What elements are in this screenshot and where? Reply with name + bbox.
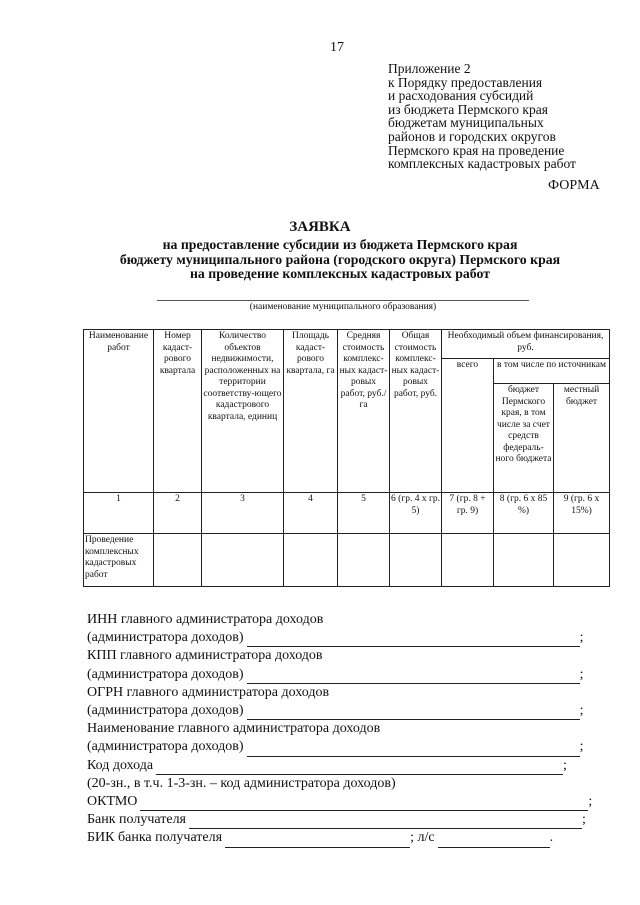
income-code-field[interactable] [156, 761, 563, 775]
header-local-budget: местный бюджет [554, 384, 610, 493]
semicolon: ; [579, 666, 584, 682]
column-number: 6 (гр. 4 х гр. 5) [390, 493, 442, 534]
oktmo-field[interactable] [140, 797, 588, 811]
table-cell[interactable] [154, 534, 202, 587]
subtitle-line: бюджету муниципального района (городского округа) Пермского края [119, 251, 561, 267]
column-number: 9 (гр. 6 х 15%) [554, 493, 610, 534]
header-funding: Необходимый объем финансирования, руб. [442, 330, 610, 359]
subtitle-line: на проведение комплексных кадастровых работ [189, 266, 491, 281]
header-object-count: Количество объектов недвижимости, расположенных на территории соответству-ющего кадастрового квартала, единиц [202, 330, 284, 493]
appendix-line: районов и городских округов [388, 128, 556, 144]
header-regional-budget: бюджет Пермского края, в том числе за счет средств федераль-ного бюджета [494, 384, 554, 493]
column-number: 3 [202, 493, 284, 534]
admin-label: (администратора доходов) [87, 666, 244, 682]
appendix-line: бюджетам муниципальных [388, 115, 544, 131]
bik-field[interactable] [225, 834, 410, 848]
admin-name-field[interactable] [247, 743, 580, 757]
document-subtitle [80, 238, 600, 282]
bank-label: Банк получателя [87, 812, 186, 828]
semicolon: ; [579, 739, 584, 755]
appendix-line: из бюджета Пермского края [388, 101, 548, 117]
appendix-line: к Порядку предоставления [388, 74, 543, 90]
income-code-note: (20-зн., в т.ч. 1-3-зн. – код администратора доходов) [87, 775, 396, 791]
account-label: ; л/с [410, 830, 435, 846]
column-number: 4 [284, 493, 338, 534]
requisites-block [87, 611, 592, 848]
table-cell[interactable] [202, 534, 284, 587]
admin-label: (администратора доходов) [87, 703, 244, 719]
admin-label: (администратора доходов) [87, 630, 244, 646]
appendix-line: комплексных кадастровых работ [388, 156, 576, 172]
table-cell[interactable] [442, 534, 494, 587]
appendix-block [388, 62, 576, 171]
column-number: 7 (гр. 8 + гр. 9) [442, 493, 494, 534]
column-number: 2 [154, 493, 202, 534]
header-quarter-number: Номер кадаст-рового квартала [154, 330, 202, 493]
bik-label: БИК банка получателя [87, 830, 223, 846]
municipality-caption: (наименование муниципального образования) [249, 302, 437, 312]
inn-label: ИНН главного администратора доходов [87, 612, 324, 627]
application-table [83, 329, 610, 587]
subtitle-line: на предоставление субсидии из бюджета Пермского края [162, 237, 518, 252]
semicolon: ; [579, 630, 584, 646]
inn-field[interactable] [247, 633, 580, 647]
bank-field[interactable] [189, 815, 582, 829]
column-number: 8 (гр. 6 х 85 %) [494, 493, 554, 534]
document-title: ЗАЯВКА [289, 219, 351, 235]
semicolon: ; [582, 812, 586, 828]
admin-label: (администратора доходов) [87, 739, 244, 755]
column-number: 1 [84, 493, 154, 534]
municipality-blank-line[interactable] [157, 300, 529, 301]
header-sources: в том числе по источникам [494, 359, 610, 384]
table-cell[interactable] [390, 534, 442, 587]
form-label: ФОРМА [548, 178, 600, 193]
table-cell[interactable] [284, 534, 338, 587]
semicolon: ; [563, 757, 567, 773]
semicolon: ; [588, 794, 593, 810]
header-total: всего [442, 359, 494, 493]
semicolon: ; [579, 703, 584, 719]
ogrn-label: ОГРН главного администратора доходов [87, 684, 330, 700]
appendix-line: Пермского края на проведение [388, 142, 565, 158]
appendix-line: Приложение 2 [388, 61, 471, 76]
oktmo-label: ОКТМО [87, 794, 138, 810]
header-work-name: Наименование работ [84, 330, 154, 493]
table-cell[interactable] [338, 534, 390, 587]
ogrn-field[interactable] [247, 706, 580, 720]
period: . [549, 830, 554, 846]
account-field[interactable] [438, 834, 550, 848]
kpp-label: КПП главного администратора доходов [87, 648, 323, 664]
table-cell[interactable] [554, 534, 610, 587]
appendix-line: и расходования субсидий [388, 88, 534, 104]
table-cell[interactable] [494, 534, 554, 587]
admin-name-label: Наименование главного администратора доходов [87, 721, 381, 737]
page-number: 17 [330, 40, 344, 55]
column-number: 5 [338, 493, 390, 534]
kpp-field[interactable] [247, 670, 580, 684]
header-area: Площадь кадаст-рового квартала, га [284, 330, 338, 493]
row-work-label: Проведение комплексных кадастровых работ [84, 534, 154, 587]
header-average-cost: Средняя стоимость комплекс-ных кадаст-ровых работ, руб./га [338, 330, 390, 493]
header-total-cost: Общая стоимость комплекс-ных кадаст-ровых работ, руб. [390, 330, 442, 493]
income-code-label: Код дохода [87, 757, 154, 773]
